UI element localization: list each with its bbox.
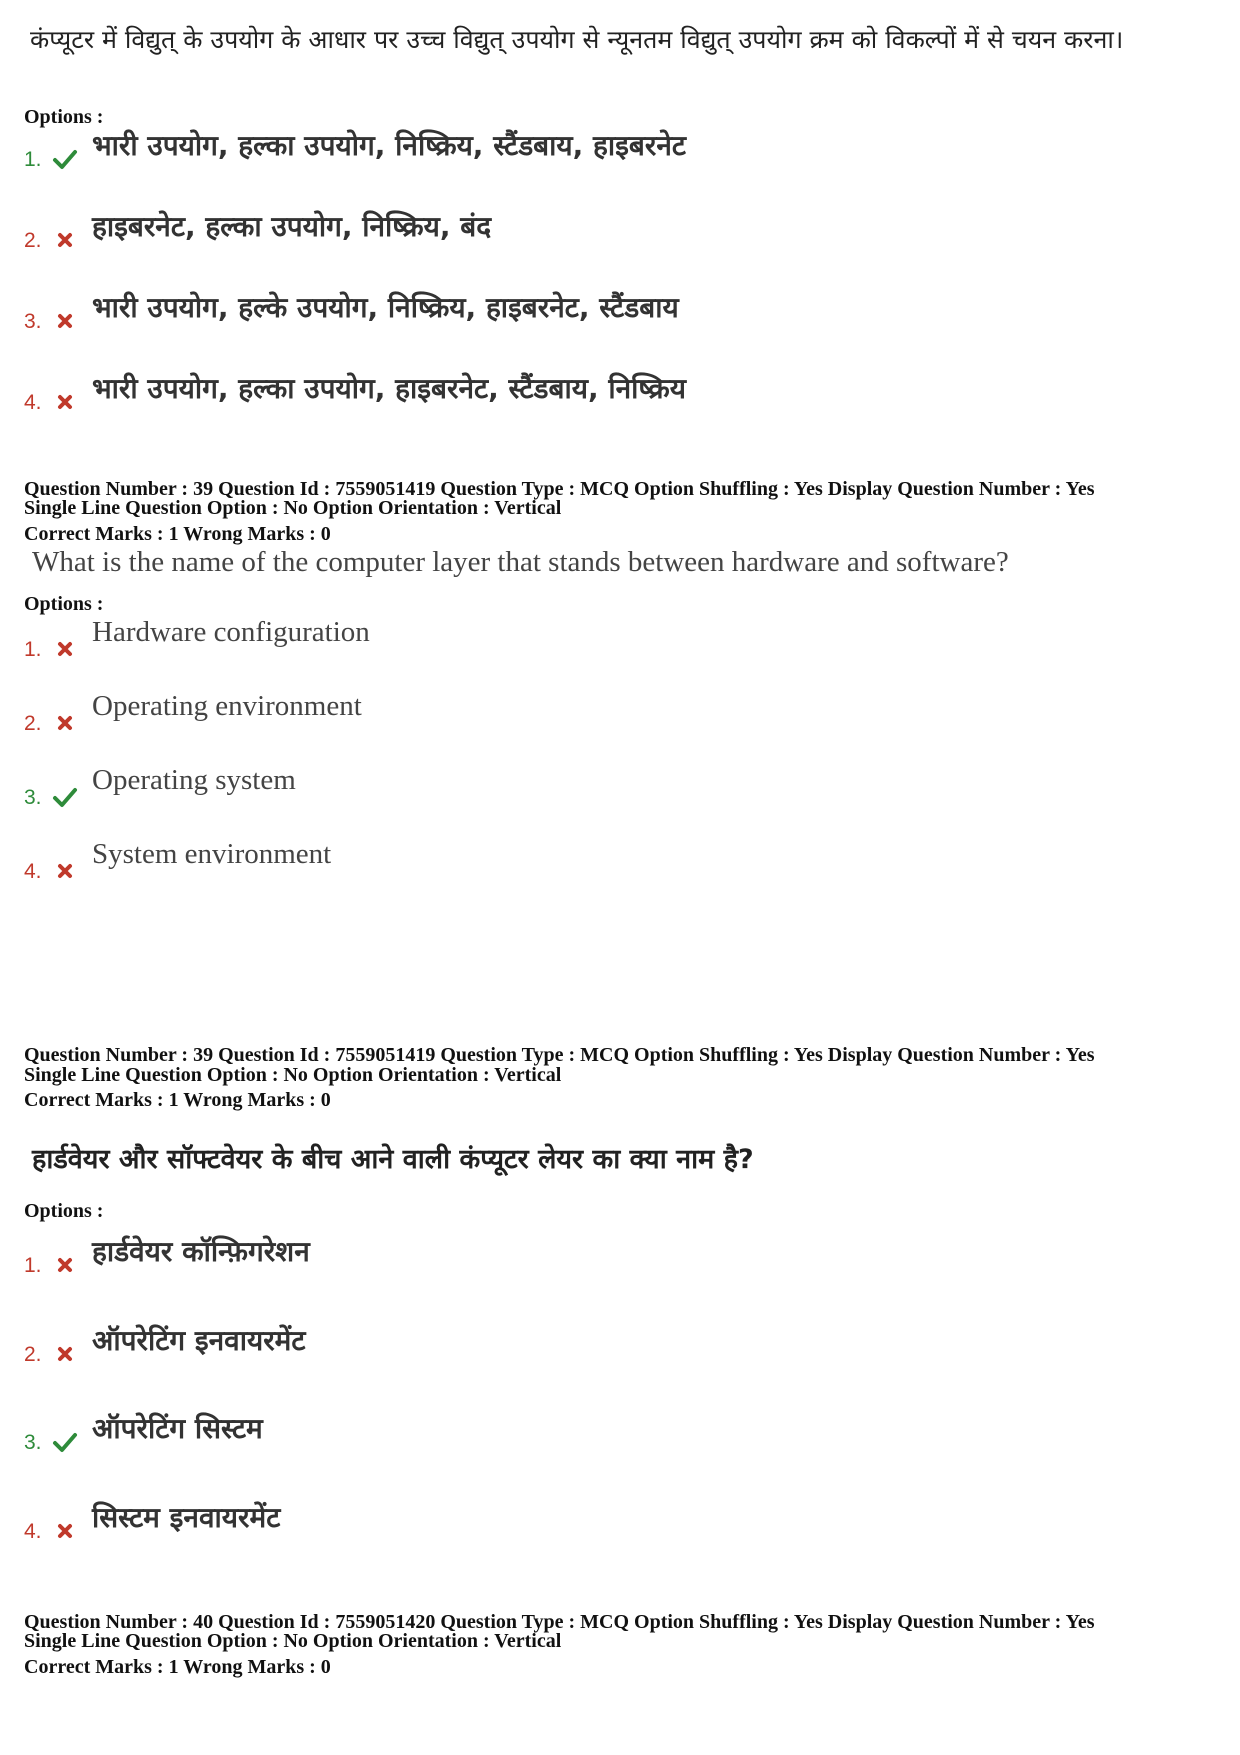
cross-icon [52,1520,78,1542]
option-number: 2. [24,229,42,252]
question-text: What is the name of the computer layer that stands between hardware and software? [32,546,1009,578]
marks-info: Correct Marks : 1 Wrong Marks : 0 [24,1656,331,1678]
option-item [24,690,1124,736]
option-item [24,210,1124,253]
option-text: हार्डवेयर कॉन्फ़िगरेशन [92,1235,310,1268]
marks-info: Correct Marks : 1 Wrong Marks : 0 [24,523,331,545]
option-item [24,764,1124,810]
option-item [24,129,1124,172]
option-number: 3. [24,310,42,333]
check-icon [52,1431,78,1453]
option-number: 1. [24,148,42,171]
option-text: भारी उपयोग, हल्का उपयोग, हाइबरनेट, स्टैंडबाय, निष्क्रिय [92,372,687,405]
options-label: Options : [24,106,104,128]
option-number: 3. [24,786,42,809]
option-text: भारी उपयोग, हल्का उपयोग, निष्क्रिय, स्टैंडबाय, हाइबरनेट [92,129,687,162]
check-icon [52,148,78,170]
option-item [24,1501,1124,1544]
marks-info: Correct Marks : 1 Wrong Marks : 0 [24,1089,331,1111]
question-text: हार्डवेयर और सॉफ्टवेयर के बीच आने वाली कंप्यूटर लेयर का क्या नाम है? [32,1144,754,1175]
option-item [24,1324,1124,1367]
option-number: 1. [24,1254,42,1277]
cross-icon [52,229,78,251]
option-text: सिस्टम इनवायरमेंट [92,1501,281,1534]
question-meta: Single Line Question Option : No Option Orientation : Vertical [24,497,562,519]
option-number: 4. [24,860,42,883]
question-meta: Single Line Question Option : No Option Orientation : Vertical [24,1630,562,1652]
question-meta: Single Line Question Option : No Option Orientation : Vertical [24,1064,562,1086]
option-number: 4. [24,1520,42,1543]
option-item [24,838,1124,884]
option-text: Operating system [92,764,296,796]
option-text: Hardware configuration [92,616,370,648]
options-label: Options : [24,593,104,615]
check-icon [52,786,78,808]
option-item [24,616,1124,662]
option-item [24,291,1124,334]
option-item [24,1412,1124,1455]
option-number: 3. [24,1431,42,1454]
option-text: हाइबरनेट, हल्का उपयोग, निष्क्रिय, बंद [92,210,492,243]
cross-icon [52,391,78,413]
option-number: 1. [24,638,42,661]
question-text: कंप्यूटर में विद्युत् के उपयोग के आधार पर उच्च विद्युत् उपयोग से न्यूनतम विद्युत् उपयोग क्रम को विकल्पों में से चयन करना। [30,25,1124,54]
option-item [24,1235,1124,1278]
cross-icon [52,1254,78,1276]
option-number: 2. [24,712,42,735]
option-text: ऑपरेटिंग सिस्टम [92,1412,263,1445]
option-text: भारी उपयोग, हल्के उपयोग, निष्क्रिय, हाइबरनेट, स्टैंडबाय [92,291,679,324]
option-item [24,372,1124,415]
question-meta: Question Number : 39 Question Id : 7559051419 Question Type : MCQ Option Shuffling : Yes Display Question Number : Yes [24,1044,1095,1066]
cross-icon [52,638,78,660]
cross-icon [52,310,78,332]
option-number: 4. [24,391,42,414]
options-label: Options : [24,1200,104,1222]
option-text: Operating environment [92,690,362,722]
question-meta: Question Number : 39 Question Id : 7559051419 Question Type : MCQ Option Shuffling : Yes Display Question Number : Yes [24,478,1095,500]
question-meta: Question Number : 40 Question Id : 7559051420 Question Type : MCQ Option Shuffling : Yes Display Question Number : Yes [24,1611,1095,1633]
cross-icon [52,712,78,734]
option-number: 2. [24,1343,42,1366]
cross-icon [52,860,78,882]
cross-icon [52,1343,78,1365]
option-text: ऑपरेटिंग इनवायरमेंट [92,1324,306,1357]
option-text: System environment [92,838,332,870]
